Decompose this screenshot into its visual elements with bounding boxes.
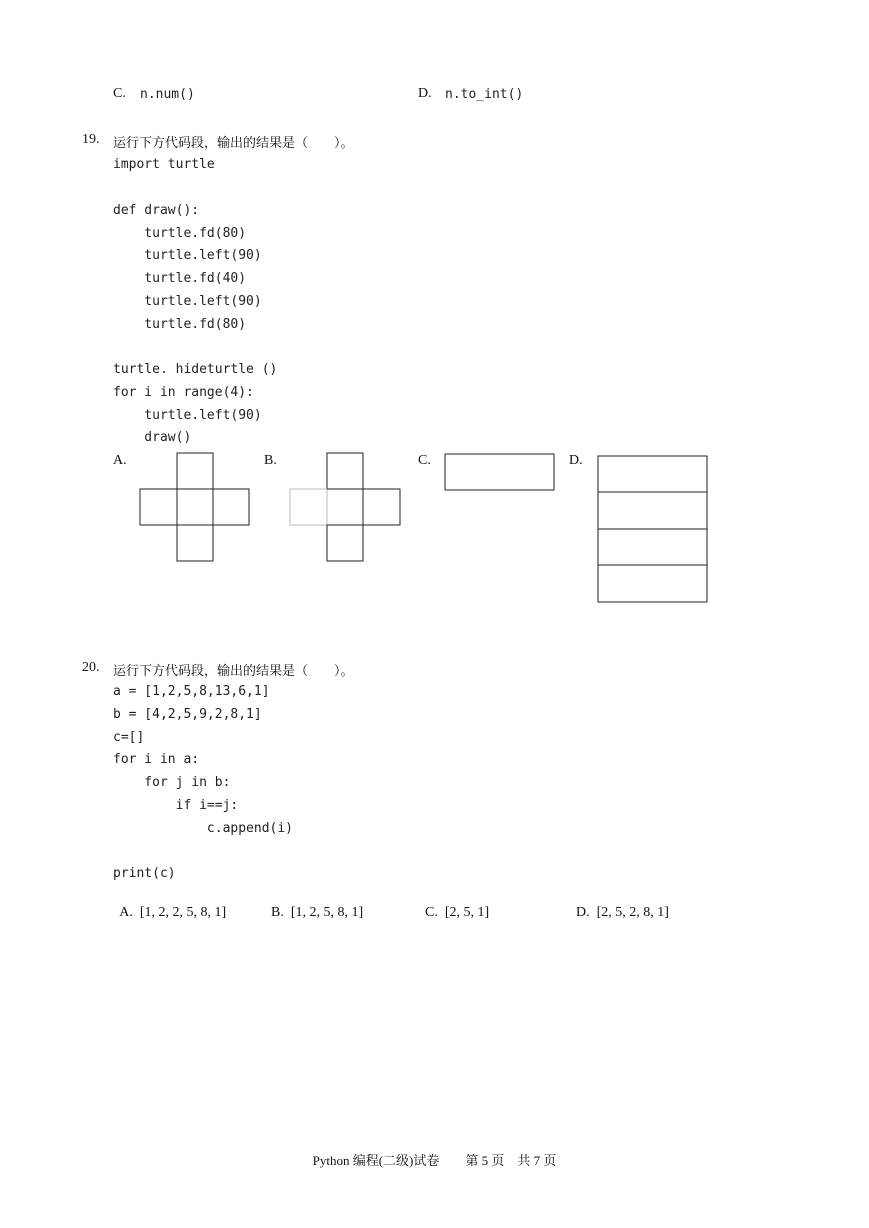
q20-code-line: b = [4,2,5,9,2,8,1] xyxy=(113,707,262,722)
q18-option-d-label: D. xyxy=(418,86,432,101)
q20-option-b-text: [1, 2, 5, 8, 1] xyxy=(290,905,364,920)
q20-code-line: c.append(i) xyxy=(113,821,294,836)
q19-option-c-label: C. xyxy=(418,453,431,468)
q19-figure-b-cross xyxy=(289,452,402,564)
q20-option-d xyxy=(569,889,669,921)
q20-option-a-label: A. xyxy=(119,905,133,920)
q20-code-line: if i==j: xyxy=(113,798,239,813)
q20-code-line: c=[] xyxy=(113,730,145,745)
q18-option-c-label: C. xyxy=(113,86,126,101)
q20-code-line: a = [1,2,5,8,13,6,1] xyxy=(113,684,270,699)
q19-option-d-label: D. xyxy=(569,453,583,468)
q19-number: 19. xyxy=(82,132,100,147)
q20-number: 20. xyxy=(82,660,100,675)
q20-option-b-label: B. xyxy=(271,905,284,920)
q19-option-a-label: A. xyxy=(113,453,127,468)
q20-code-line: for j in b: xyxy=(113,775,231,790)
q19-code-line: draw() xyxy=(113,430,192,445)
q19-option-b-label: B. xyxy=(264,453,277,468)
q19-code-line: turtle.left(90) xyxy=(113,294,262,309)
q19-code-line: turtle.fd(80) xyxy=(113,317,247,332)
q20-option-a xyxy=(113,889,226,921)
q20-option-c-label: C. xyxy=(425,905,438,920)
q19-code-line: turtle. hideturtle () xyxy=(113,362,278,377)
q19-figure-c-rectangle xyxy=(444,453,556,493)
q19-code-line: turtle.left(90) xyxy=(113,408,262,423)
q20-option-a-text: [1, 2, 2, 5, 8, 1] xyxy=(139,905,227,920)
q19-figure-d-stacked-rectangles xyxy=(597,455,710,605)
q18-option-d-text: n.to_int() xyxy=(445,87,524,102)
q20-stem: 运行下方代码段，输出的结果是（ ）。 xyxy=(113,664,354,679)
q20-option-d-text: [2, 5, 2, 8, 1] xyxy=(596,905,669,920)
q18-option-c-text: n.num() xyxy=(140,87,195,102)
q19-figure-a-cross xyxy=(139,452,251,564)
q19-code-line: for i in range(4): xyxy=(113,385,254,400)
q19-code-line: turtle.fd(80) xyxy=(113,226,247,241)
q19-code-line: turtle.left(90) xyxy=(113,248,262,263)
q20-option-b xyxy=(264,889,363,921)
q19-stem: 运行下方代码段，输出的结果是（ ）。 xyxy=(113,136,354,151)
q19-code-line: import turtle xyxy=(113,157,215,172)
page-footer: Python 编程(二级)试卷 第 5 页 共 7 页 xyxy=(312,1153,557,1168)
q19-code-line: def draw(): xyxy=(113,203,200,218)
q20-code-line: for i in a: xyxy=(113,752,200,767)
q19-code-line: turtle.fd(40) xyxy=(113,271,247,286)
q20-option-c xyxy=(418,889,489,921)
q20-option-d-label: D. xyxy=(576,905,590,920)
q20-option-c-text: [2, 5, 1] xyxy=(444,905,490,920)
q20-code-line: print(c) xyxy=(113,866,176,881)
